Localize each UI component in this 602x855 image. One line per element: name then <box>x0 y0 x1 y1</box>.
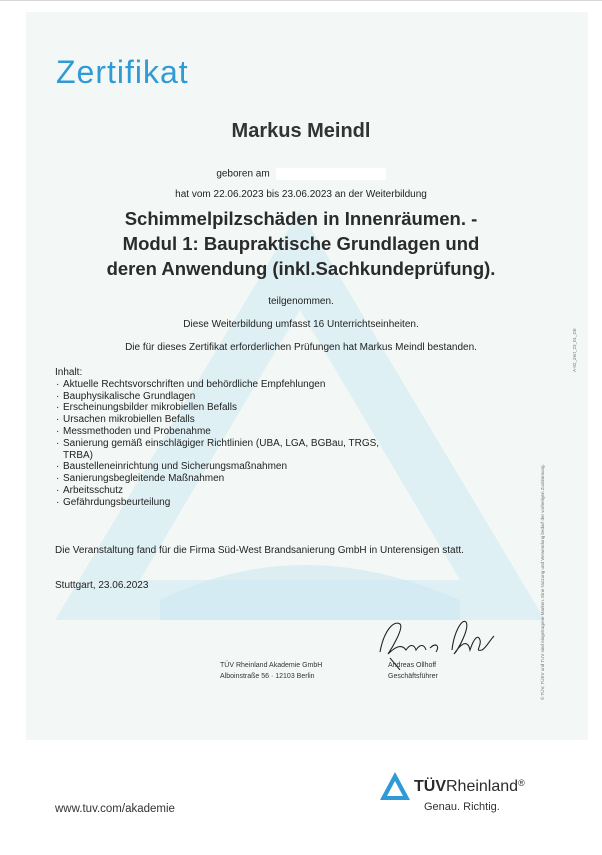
course-title <box>0 206 602 281</box>
list-item: · Sanierung gemäß einschlägiger Richtlinien (UBA, LGA, BGBau, TRGS, TRBA) <box>55 438 393 462</box>
course-title-line: Modul 1: Baupraktische Grundlagen und <box>122 233 480 254</box>
list-item: · Arbeitsschutz <box>55 485 393 497</box>
list-item: · Baustelleneinrichtung und Sicherungsmaßnahmen <box>55 461 393 473</box>
event-line: Die Veranstaltung fand für die Firma Süd-West Brandsanierung GmbH in Unterensigen statt. <box>55 545 464 556</box>
trademark-notice: © TÜV, TÜEV und TUV sind eingetragene Marken. Eine Nutzung und Verwendung bedarf der vorherigen Zustimmung. <box>540 464 545 700</box>
list-item: · Erscheinungsbilder mikrobiellen Befalls <box>55 402 393 414</box>
tuv-logo-icon <box>378 770 412 804</box>
contents-label: Inhalt: <box>55 367 83 378</box>
document-code: A-02_Zert_23_01_DE <box>572 328 577 372</box>
list-item: · Gefährdungsbeurteilung <box>55 497 393 509</box>
list-item: · Aktuelle Rechtsvorschriften und behördliche Empfehlungen <box>55 379 393 391</box>
brand-bold: TÜV <box>414 778 446 795</box>
brand-wordmark <box>414 778 525 796</box>
list-item: · Bauphysikalische Grundlagen <box>55 391 393 403</box>
registered-mark: ® <box>518 778 525 788</box>
issuer-address: Alboinstraße 56 · 12103 Berlin <box>220 673 315 680</box>
contents-section <box>55 367 393 509</box>
issuer-name: TÜV Rheinland Akademie GmbH <box>220 662 323 669</box>
units-text: Diese Weiterbildung umfasst 16 Unterrichtseinheiten. <box>183 319 419 330</box>
website-url[interactable]: www.tuv.com/akademie <box>55 803 175 815</box>
born-line <box>0 168 602 180</box>
recipient-name: Markus Meindl <box>231 120 371 142</box>
certificate-title: Zertifikat <box>56 54 189 90</box>
place-date: Stuttgart, 23.06.2023 <box>55 580 149 591</box>
signer-role: Geschäftsführer <box>388 673 438 680</box>
contents-list <box>55 379 393 509</box>
exam-text: Die für dieses Zertifikat erforderlichen Prüfungen hat Markus Meindl bestanden. <box>125 342 477 353</box>
attendance-line: hat vom 22.06.2023 bis 23.06.2023 an der Weiterbildung <box>175 189 427 200</box>
signer-name: Andreas Ollhoff <box>388 662 437 669</box>
issuer-block <box>220 660 322 682</box>
brand-tagline: Genau. Richtig. <box>424 801 500 813</box>
list-item: · Messmethoden und Probenahme <box>55 426 393 438</box>
signer-block <box>388 660 438 682</box>
course-title-line: deren Anwendung (inkl.Sachkundeprüfung). <box>106 258 496 279</box>
brand-rest: Rheinland <box>446 778 519 795</box>
redacted-birthdate <box>276 168 386 180</box>
footer-area <box>0 740 602 855</box>
born-label: geboren am <box>216 168 270 180</box>
list-item: · Ursachen mikrobiellen Befalls <box>55 414 393 426</box>
list-item: · Sanierungsbegleitende Maßnahmen <box>55 473 393 485</box>
top-border <box>0 0 602 1</box>
participated-text: teilgenommen. <box>268 296 334 307</box>
course-title-line: Schimmelpilzschäden in Innenräumen. - <box>124 208 478 229</box>
